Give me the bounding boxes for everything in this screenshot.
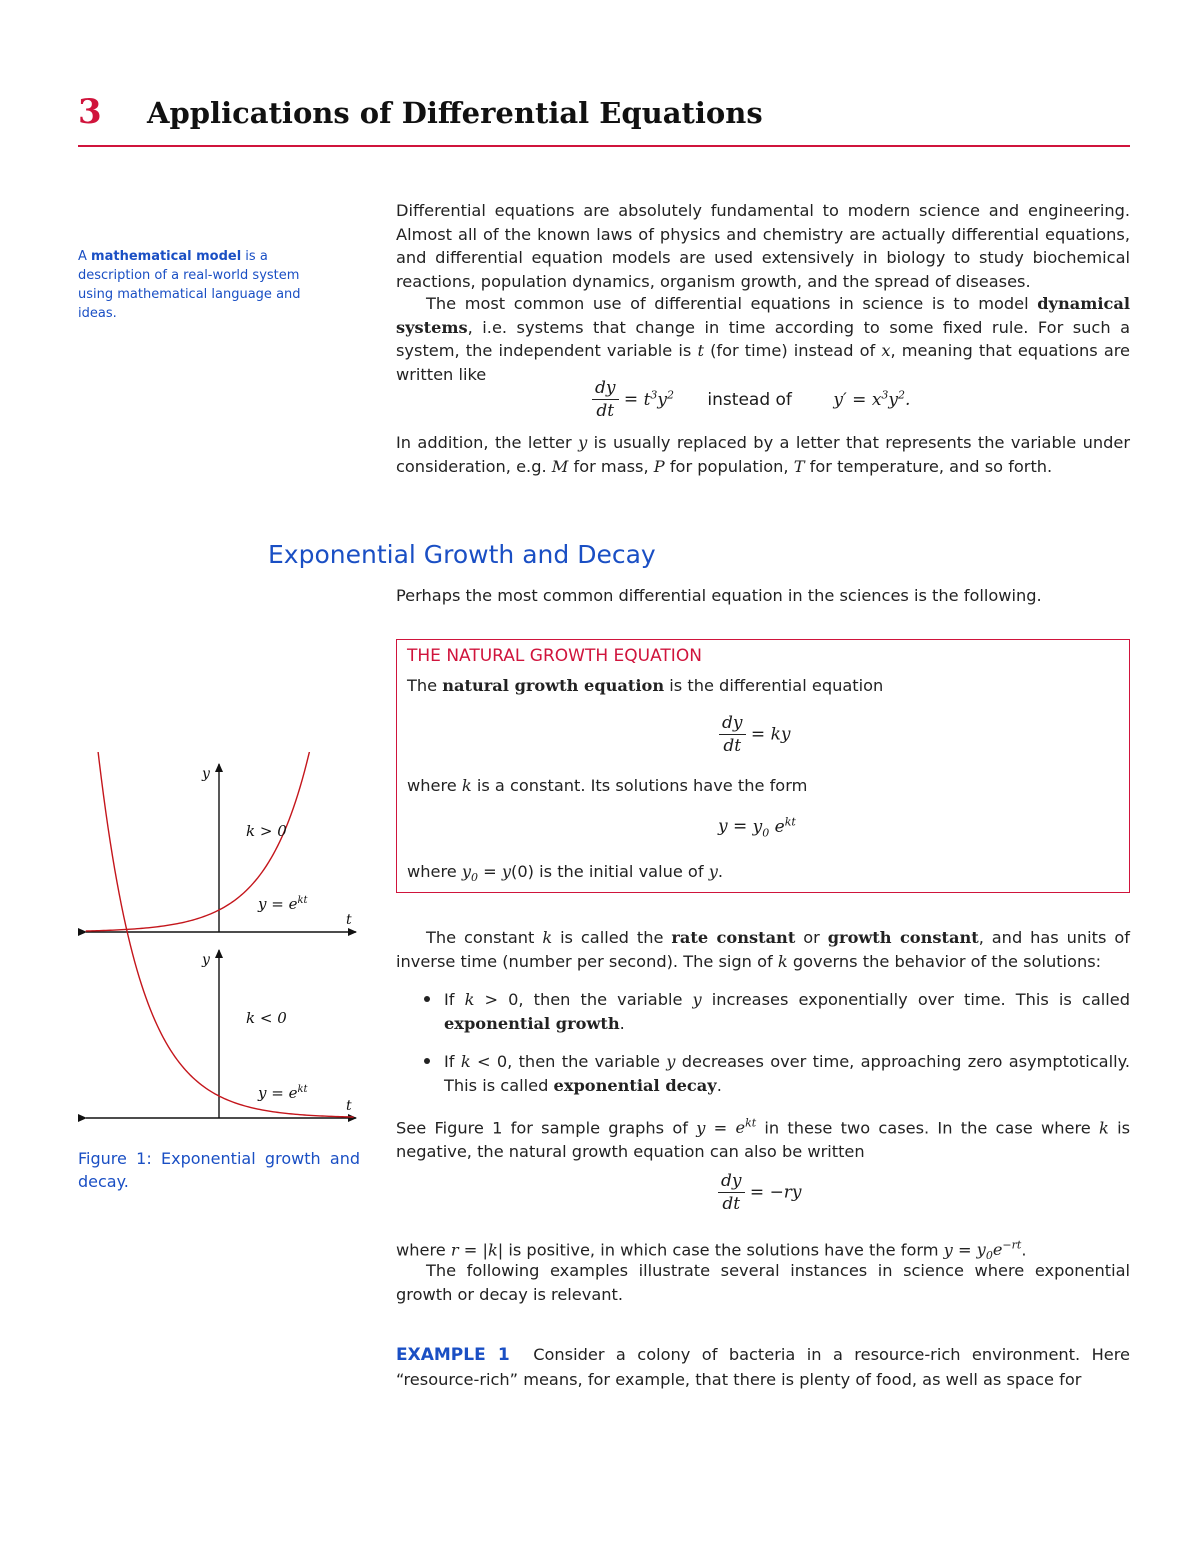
section-title: Exponential Growth and Decay [268, 540, 656, 569]
growth-graph [86, 752, 356, 932]
positive-r-line: where r = |k| is positive, in which case the solutions have the form $y = y_0e^{-rt}$. [396, 1239, 1027, 1263]
header-rule [78, 145, 1130, 147]
chapter-title: Applications of Differential Equations [147, 96, 763, 130]
box-equation-2: $y = y_0$ $e^{kt}$ [718, 815, 796, 840]
decay-y-label: y [202, 952, 210, 968]
box-line-2: where k is a constant. Its solutions have the form [407, 776, 808, 795]
growth-curve-label: $y = e^{kt}$ [258, 895, 308, 913]
figure-caption: Figure 1: Exponential growth and decay. [78, 1149, 360, 1191]
negative-rate-equation: $\frac{dy}{dt}$ = −ry [718, 1170, 802, 1215]
box-title: THE NATURAL GROWTH EQUATION [407, 646, 702, 666]
section-lead: Perhaps the most common differential equation in the sciences is the following. [396, 586, 1042, 605]
bullet-dot-1 [424, 996, 430, 1002]
box-line-3: where $y_0 = y(0)$ is the initial value of y. [407, 862, 724, 885]
intro-paragraph-3: In addition, the letter y is usually replaced by a letter that represents the variable under consideration, e.g. M for mass, P for population, T for temperature, and so forth. [396, 433, 1130, 476]
figure-1 [78, 752, 368, 1137]
decay-curve-label: $y = e^{kt}$ [258, 1084, 308, 1102]
box-line-1: The natural growth equation is the differential equation [407, 676, 884, 695]
bullet-growth: If k > 0, then the variable y increases exponentially over time. This is called exponential growth. [444, 990, 1130, 1033]
figure-reference-paragraph: See Figure 1 for sample graphs of $y = e^{kt}$ in these two cases. In the case where k is negative, the natural growth equation can also be written [396, 1117, 1131, 1161]
chapter-number: 3 [78, 92, 102, 132]
bullet-dot-2 [424, 1058, 430, 1064]
decay-t-label: t [346, 1098, 352, 1114]
growth-k-label: k > 0 [246, 822, 287, 840]
example-1: EXAMPLE 1 Consider a colony of bacteria in a resource-rich environment. Here “resource-rich” means, for example, that there is plenty of food, as well as space for [396, 1345, 1130, 1389]
margin-note: A mathematical model is a description of a real-world system using mathematical language and ideas. [78, 249, 301, 321]
rate-constant-paragraph: The constant k is called the rate constant or growth constant, and has units of inverse time (number per second). The sign of k governs the behavior of the solutions: [396, 928, 1130, 971]
bullet-decay: If k < 0, then the variable y decreases over time, approaching zero asymptotically. This is called exponential decay. [444, 1052, 1131, 1095]
growth-t-label: t [346, 912, 352, 928]
examples-intro-paragraph: The following examples illustrate several instances in science where exponential growth or decay is relevant. [396, 1261, 1130, 1304]
decay-k-label: k < 0 [246, 1009, 287, 1027]
growth-y-label: y [202, 766, 210, 782]
box-equation-1: $\frac{dy}{dt}$ = ky [719, 712, 790, 757]
margin-note-term: mathematical model [91, 249, 242, 264]
intro-paragraph-2: The most common use of differential equations in science is to model dynamical systems, i.e. systems that change in time according to some fixed rule. For such a system, the independent variable is t (for time) instead of x, meaning that equations are written like [396, 294, 1131, 384]
intro-paragraph-1: Differential equations are absolutely fundamental to modern science and engineering. Almost all of the known laws of physics and chemistry are actually differential equations, and differential equation models are used extensively in biology to study biochemical reactions, population dynamics, organism growth, and the spread of diseases. [396, 201, 1130, 291]
decay-graph [86, 752, 356, 1118]
intro-equation: $\frac{dy}{dt}$ = $t^3y^2$ instead of $y' = x^3y^2$. [592, 377, 910, 422]
